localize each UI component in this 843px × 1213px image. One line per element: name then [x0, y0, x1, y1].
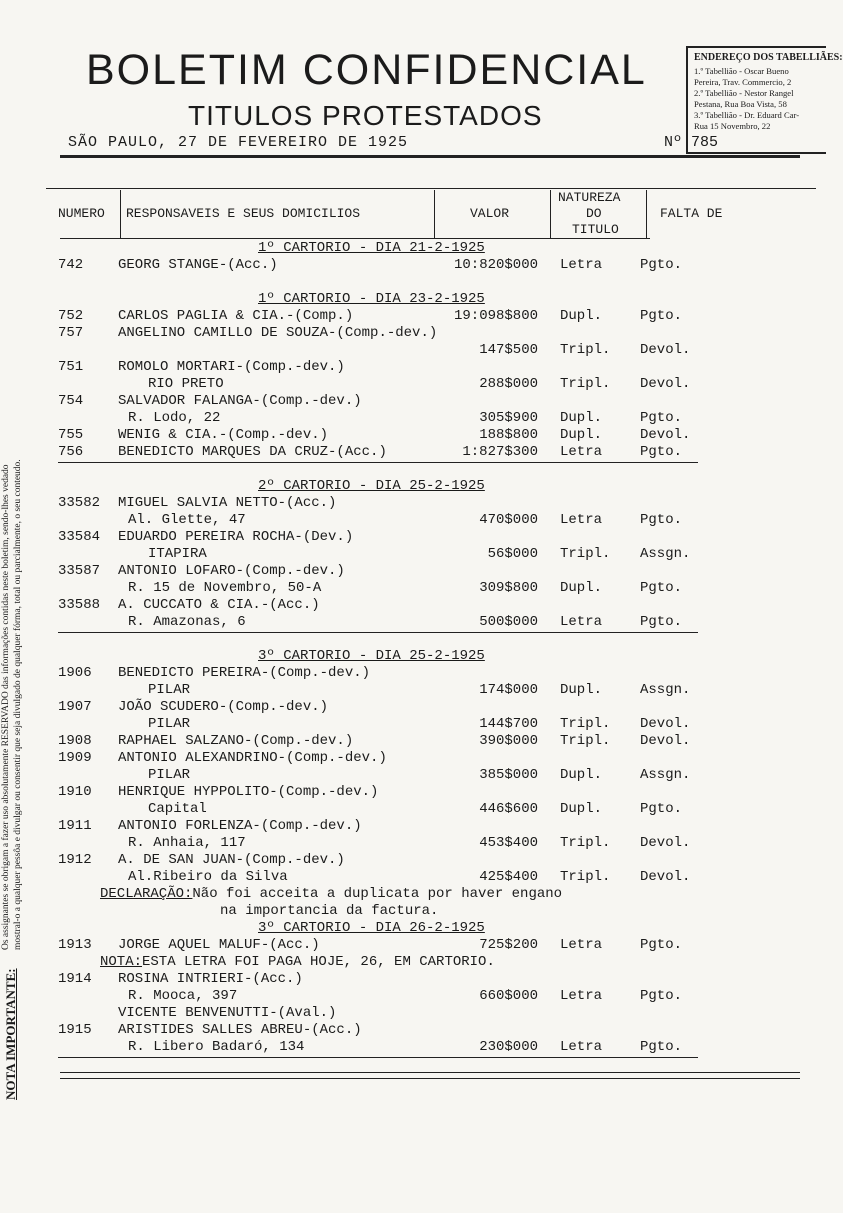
value: 174$000	[479, 682, 538, 698]
title-nature: Dupl.	[560, 427, 603, 443]
entry-number: 1912	[58, 852, 92, 868]
title-nature: Tripl.	[560, 869, 611, 885]
responsible-party: GEORG STANGE-(Acc.)	[118, 257, 278, 273]
title-nature: Tripl.	[560, 835, 611, 851]
responsible-party: R. Anhaia, 117	[128, 835, 246, 851]
value: 56$000	[487, 546, 538, 562]
section-heading	[0, 478, 820, 496]
title-nature: Dupl.	[560, 682, 603, 698]
note-text: ESTA LETRA FOI PAGA HOJE, 26, EM CARTORIO.	[142, 954, 495, 970]
table-row	[0, 801, 820, 819]
title-nature: Tripl.	[560, 733, 611, 749]
reason: Pgto.	[640, 801, 683, 817]
table-row	[0, 410, 820, 428]
row-underline	[58, 1057, 698, 1058]
title-nature: Dupl.	[560, 308, 603, 324]
section-title: 3º CARTORIO - DIA 26-2-1925	[258, 920, 485, 936]
table-row	[0, 733, 820, 751]
table-row	[0, 665, 820, 683]
reason: Pgto.	[640, 937, 683, 953]
table-row	[0, 546, 820, 564]
col-head-valor: VALOR	[470, 206, 510, 221]
responsible-party: Al. Glette, 47	[128, 512, 246, 528]
responsible-party: ANTONIO FORLENZA-(Comp.-dev.)	[118, 818, 362, 834]
responsible-party: ANGELINO CAMILLO DE SOUZA-(Comp.-dev.)	[118, 325, 438, 341]
table-row	[0, 869, 820, 887]
table-row	[0, 580, 820, 598]
section-title: 2º CARTORIO - DIA 25-2-1925	[258, 478, 485, 494]
responsible-party: Al.Ribeiro da Silva	[128, 869, 288, 885]
title-nature: Dupl.	[560, 801, 603, 817]
reason: Assgn.	[640, 767, 691, 783]
entry-number: 1913	[58, 937, 92, 953]
value: 305$900	[479, 410, 538, 426]
col-head-responsaveis: RESPONSAVEIS E SEUS DOMICILIOS	[126, 206, 361, 221]
responsible-party: RIO PRETO	[148, 376, 224, 392]
reason: Pgto.	[640, 257, 683, 273]
entry-number: 1911	[58, 818, 92, 834]
address-line: 1.º Tabellião - Oscar Bueno	[694, 66, 789, 76]
side-note-line: mostral-o a qualquer pessôa e divulgar ou consentir que seja divulgado de qualquer fórma, total ou parcialmente, o seu conteudo.	[13, 459, 23, 950]
col-head-natureza: DO	[586, 206, 602, 221]
table-row	[0, 852, 820, 870]
table-row	[0, 716, 820, 734]
reason: Devol.	[640, 376, 691, 392]
table-row	[0, 1039, 820, 1057]
note-row	[0, 954, 820, 972]
address-line: Rua 15 Novembro, 22	[694, 121, 771, 131]
row-underline	[58, 632, 698, 633]
responsible-party: A. DE SAN JUAN-(Comp.-dev.)	[118, 852, 345, 868]
table-row	[0, 427, 820, 445]
note-text: Não foi acceita a duplicata por haver engano	[192, 886, 563, 902]
responsible-party: R. Amazonas, 6	[128, 614, 246, 630]
responsible-party: VICENTE BENVENUTTI-(Aval.)	[118, 1005, 337, 1021]
title-nature: Letra	[560, 614, 603, 630]
reason: Pgto.	[640, 512, 683, 528]
value: 453$400	[479, 835, 538, 851]
responsible-party: R. Libero Badaró, 134	[128, 1039, 305, 1055]
table-row	[0, 512, 820, 530]
table-row	[0, 937, 820, 955]
entry-number: 752	[58, 308, 84, 324]
bulletin-number: Nº 785	[664, 134, 719, 151]
value: 470$000	[479, 512, 538, 528]
col-head-falta: FALTA DE	[660, 206, 723, 221]
responsible-party: R. Mooca, 397	[128, 988, 238, 1004]
entry-number: 1909	[58, 750, 92, 766]
title-nature: Letra	[560, 512, 603, 528]
responsible-party: PILAR	[148, 716, 191, 732]
section-heading	[0, 240, 820, 258]
responsible-party: ANTONIO ALEXANDRINO-(Comp.-dev.)	[118, 750, 387, 766]
responsible-party: ROMOLO MORTARI-(Comp.-dev.)	[118, 359, 345, 375]
responsible-party: BENEDICTO PEREIRA-(Comp.-dev.)	[118, 665, 371, 681]
table-head-rule	[60, 238, 650, 239]
reason: Assgn.	[640, 546, 691, 562]
table-row	[0, 308, 820, 326]
entry-number: 33584	[58, 529, 101, 545]
row-underline	[58, 462, 698, 463]
value: 10:820$000	[453, 257, 538, 273]
table-row	[0, 393, 820, 411]
value: 309$800	[479, 580, 538, 596]
title-nature: Letra	[560, 444, 603, 460]
section-heading	[0, 648, 820, 666]
value: 660$000	[479, 988, 538, 1004]
responsible-party: ARISTIDES SALLES ABREU-(Acc.)	[118, 1022, 362, 1038]
title-nature: Dupl.	[560, 580, 603, 596]
value: 500$000	[479, 614, 538, 630]
reason: Pgto.	[640, 1039, 683, 1055]
value: 390$000	[479, 733, 538, 749]
note-label: DECLARAÇÃO:	[100, 886, 193, 902]
bulletin-title: BOLETIM CONFIDENCIAL	[86, 46, 647, 94]
section-title: 3º CARTORIO - DIA 25-2-1925	[258, 648, 485, 664]
responsible-party: PILAR	[148, 682, 191, 698]
title-nature: Letra	[560, 257, 603, 273]
col-divider	[120, 190, 121, 238]
table-row	[0, 784, 820, 802]
value: 288$000	[479, 376, 538, 392]
responsible-party: MIGUEL SALVIA NETTO-(Acc.)	[118, 495, 337, 511]
table-row	[0, 1005, 820, 1023]
bulletin-subtitle: TITULOS PROTESTADOS	[188, 100, 543, 131]
address-line: 2.º Tabellião - Nestor Rangel	[694, 88, 794, 98]
title-nature: Tripl.	[560, 546, 611, 562]
value: 446$600	[479, 801, 538, 817]
table-row	[0, 376, 820, 394]
reason: Devol.	[640, 716, 691, 732]
table-row	[0, 767, 820, 785]
address-line: 3.º Tabellião - Dr. Eduard Car-	[694, 110, 800, 120]
value: 230$000	[479, 1039, 538, 1055]
table-row	[0, 699, 820, 717]
reason: Devol.	[640, 733, 691, 749]
reason: Pgto.	[640, 444, 683, 460]
entry-number: 754	[58, 393, 84, 409]
title-nature: Tripl.	[560, 716, 611, 732]
table-row	[0, 495, 820, 513]
reason: Devol.	[640, 835, 691, 851]
entry-number: 1906	[58, 665, 92, 681]
responsible-party: PILAR	[148, 767, 191, 783]
col-head-natureza: TITULO	[572, 222, 619, 237]
responsible-party: R. 15 de Novembro, 50-A	[128, 580, 322, 596]
responsible-party: R. Lodo, 22	[128, 410, 221, 426]
table-row	[0, 359, 820, 377]
responsible-party: WENIG & CIA.-(Comp.-dev.)	[118, 427, 329, 443]
title-nature: Letra	[560, 937, 603, 953]
entry-number: 742	[58, 257, 84, 273]
section-heading	[0, 920, 820, 938]
responsible-party: JOÃO SCUDERO-(Comp.-dev.)	[118, 699, 329, 715]
note-label: NOTA:	[100, 954, 143, 970]
table-row	[0, 1022, 820, 1040]
responsible-party: CARLOS PAGLIA & CIA.-(Comp.)	[118, 308, 354, 324]
reason: Pgto.	[640, 580, 683, 596]
entry-number: 1907	[58, 699, 92, 715]
entry-number: 757	[58, 325, 84, 341]
table-row	[0, 342, 820, 360]
entry-number: 1910	[58, 784, 92, 800]
title-nature: Dupl.	[560, 410, 603, 426]
col-divider	[434, 190, 435, 238]
entry-number: 33582	[58, 495, 101, 511]
table-row	[0, 257, 820, 275]
reason: Pgto.	[640, 308, 683, 324]
value: 19:098$800	[453, 308, 538, 324]
table-row	[0, 835, 820, 853]
responsible-party: ANTONIO LOFARO-(Comp.-dev.)	[118, 563, 345, 579]
title-nature: Letra	[560, 1039, 603, 1055]
table-row	[0, 818, 820, 836]
notary-address-box	[686, 46, 843, 154]
entry-number: 756	[58, 444, 84, 460]
table-row	[0, 529, 820, 547]
address-heading: ENDEREÇO DOS TABELLIÃES:	[694, 52, 843, 63]
col-divider	[646, 190, 647, 238]
value: 188$800	[479, 427, 538, 443]
entry-number: 1908	[58, 733, 92, 749]
responsible-party: BENEDICTO MARQUES DA CRUZ-(Acc.)	[118, 444, 387, 460]
table-row	[0, 563, 820, 581]
reason: Assgn.	[640, 682, 691, 698]
col-head-numero: NUMERO	[58, 206, 105, 221]
reason: Devol.	[640, 869, 691, 885]
table-row	[0, 325, 820, 343]
responsible-party: JORGE AQUEL MALUF-(Acc.)	[118, 937, 320, 953]
col-divider	[550, 190, 551, 238]
value: 147$500	[479, 342, 538, 358]
table-top-rule	[46, 188, 816, 189]
note-row	[0, 886, 820, 904]
value: 144$700	[479, 716, 538, 732]
table-row	[0, 597, 820, 615]
entry-number: 1914	[58, 971, 92, 987]
section-title: 1º CARTORIO - DIA 21-2-1925	[258, 240, 485, 256]
responsible-party: A. CUCCATO & CIA.-(Acc.)	[118, 597, 320, 613]
footer-rule	[60, 1078, 800, 1079]
reason: Devol.	[640, 427, 691, 443]
responsible-party: Capital	[148, 801, 207, 817]
responsible-party: RAPHAEL SALZANO-(Comp.-dev.)	[118, 733, 354, 749]
responsible-party: EDUARDO PEREIRA ROCHA-(Dev.)	[118, 529, 354, 545]
table-row	[0, 971, 820, 989]
header-rule	[60, 155, 800, 158]
reason: Pgto.	[640, 988, 683, 1004]
table-row	[0, 682, 820, 700]
responsible-party: ITAPIRA	[148, 546, 207, 562]
entry-number: 755	[58, 427, 84, 443]
responsible-party: ROSINA INTRIERI-(Acc.)	[118, 971, 303, 987]
dateline: SÃO PAULO, 27 DE FEVEREIRO DE 1925	[68, 134, 409, 151]
col-head-natureza: NATUREZA	[558, 190, 621, 205]
value: 725$200	[479, 937, 538, 953]
address-line: Pestana, Rua Boa Vista, 58	[694, 99, 787, 109]
value: 1:827$300	[462, 444, 538, 460]
footer-rule	[60, 1072, 800, 1073]
table-row	[0, 750, 820, 768]
title-nature: Letra	[560, 988, 603, 1004]
table-row	[0, 444, 820, 462]
title-nature: Tripl.	[560, 376, 611, 392]
entry-number: 33587	[58, 563, 101, 579]
reason: Pgto.	[640, 410, 683, 426]
table-row	[0, 988, 820, 1006]
section-title: 1º CARTORIO - DIA 23-2-1925	[258, 291, 485, 307]
section-heading	[0, 291, 820, 309]
entry-number: 751	[58, 359, 84, 375]
reason: Pgto.	[640, 614, 683, 630]
value: 425$400	[479, 869, 538, 885]
title-nature: Tripl.	[560, 342, 611, 358]
side-note-label: NOTA IMPORTANTE:	[3, 968, 18, 1100]
value: 385$000	[479, 767, 538, 783]
entry-number: 1915	[58, 1022, 92, 1038]
note-text: na importancia da factura.	[220, 903, 439, 919]
title-nature: Dupl.	[560, 767, 603, 783]
reason: Devol.	[640, 342, 691, 358]
note-row	[0, 903, 820, 921]
responsible-party: SALVADOR FALANGA-(Comp.-dev.)	[118, 393, 362, 409]
table-row	[0, 614, 820, 632]
address-line: Pereira, Trav. Commercio, 2	[694, 77, 792, 87]
responsible-party: HENRIQUE HYPPOLITO-(Comp.-dev.)	[118, 784, 379, 800]
side-note-line: Os assignantes se obrigam a fazer uso absolutamente RESERVADO das informações contidas neste boletim, sendo-lhes vedado	[1, 464, 11, 950]
entry-number: 33588	[58, 597, 101, 613]
